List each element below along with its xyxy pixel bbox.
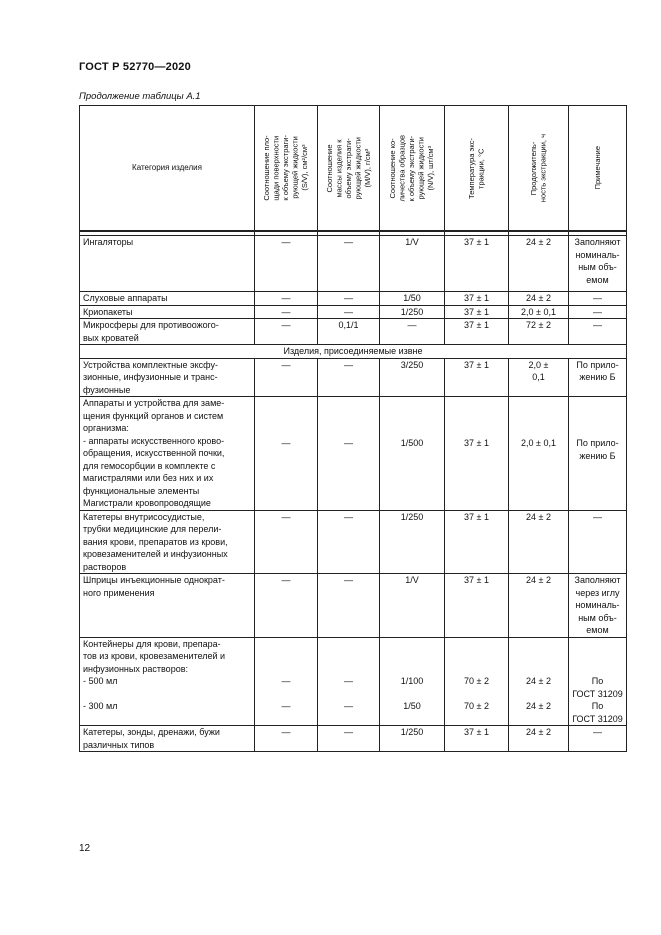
table-row — [80, 358, 627, 397]
cell-temperature: 37 ± 1 — [445, 292, 509, 306]
cell-category: Криопакеты — [80, 305, 255, 319]
cell-duration: 24 ± 2 — [509, 726, 569, 752]
page-number: 12 — [79, 843, 91, 854]
cell-nv: 1/250 — [380, 305, 445, 319]
cell-mv: — — [318, 236, 380, 292]
cell-category: Катетеры, зонды, дренажи, бужи различных типов — [80, 726, 255, 752]
cell-nv: 1/V — [380, 574, 445, 638]
cell-mv: — — [318, 574, 380, 638]
column-header-sv: Соотношение пло- щади поверхности к объему экстраги- рующей жидкости (S/V), см²/см³ — [255, 106, 318, 232]
section-title: Изделия, присоединяемые извне — [80, 345, 627, 359]
cell-sv: — — [255, 510, 318, 574]
cell-temperature: 70 ± 2 70 ± 2 — [445, 637, 509, 726]
cell-category: Ингаляторы — [80, 236, 255, 292]
cell-nv: 1/500 — [380, 397, 445, 511]
cell-temperature: 37 ± 1 — [445, 510, 509, 574]
cell-duration: 24 ± 2 — [509, 510, 569, 574]
cell-note: Заполняют номиналь- ным объ- емом — [569, 236, 627, 292]
column-header-duration: Продолжитель- ность экстракции, ч — [509, 106, 569, 232]
table-row — [80, 319, 627, 345]
cell-nv: 3/250 — [380, 358, 445, 397]
cell-sv: — — [255, 397, 318, 511]
cell-nv: 1/100 1/50 — [380, 637, 445, 726]
cell-mv: — — [318, 358, 380, 397]
cell-note: — — [569, 292, 627, 306]
cell-category: Слуховые аппараты — [80, 292, 255, 306]
cell-nv: 1/250 — [380, 726, 445, 752]
cell-category: Микросферы для противоожого- вых кроватей — [80, 319, 255, 345]
cell-sv: — — [255, 319, 318, 345]
table-row — [80, 397, 627, 511]
table-row — [80, 305, 627, 319]
cell-nv: 1/V — [380, 236, 445, 292]
cell-sv: — — — [255, 637, 318, 726]
cell-category: Устройства комплектные эксфу- зионные, инфузионные и транс- фузионные — [80, 358, 255, 397]
cell-sv: — — [255, 292, 318, 306]
cell-note: — — [569, 319, 627, 345]
cell-note: По прило- жению Б — [569, 358, 627, 397]
column-header-nv: Соотношение ко- личества образцов к объему экстраги- рующей жидкости (N/V), шт/см³ — [380, 106, 445, 232]
cell-sv: — — [255, 305, 318, 319]
cell-mv: — — — [318, 637, 380, 726]
cell-mv: — — [318, 510, 380, 574]
cell-duration: 2,0 ± 0,1 — [509, 397, 569, 511]
table-header-row — [80, 106, 627, 232]
cell-sv: — — [255, 726, 318, 752]
cell-duration: 2,0 ± 0,1 — [509, 305, 569, 319]
cell-mv: — — [318, 305, 380, 319]
cell-duration: 24 ± 2 — [509, 236, 569, 292]
cell-nv: 1/50 — [380, 292, 445, 306]
column-header-mv: Соотношение массы изделия к объему экстраги- рующей жидкости (M/V), г/см³ — [318, 106, 380, 232]
cell-temperature: 37 ± 1 — [445, 358, 509, 397]
cell-sv: — — [255, 358, 318, 397]
cell-duration: 24 ± 2 — [509, 574, 569, 638]
cell-note: — — [569, 305, 627, 319]
cell-duration: 24 ± 2 — [509, 292, 569, 306]
table-caption: Продолжение таблицы А.1 — [79, 91, 201, 102]
cell-note: По ГОСТ 31209 По ГОСТ 31209 — [569, 637, 627, 726]
cell-mv: — — [318, 292, 380, 306]
cell-note: — — [569, 726, 627, 752]
cell-temperature: 37 ± 1 — [445, 574, 509, 638]
cell-temperature: 37 ± 1 — [445, 319, 509, 345]
table-row — [80, 574, 627, 638]
extraction-table — [79, 105, 627, 752]
cell-nv: 1/250 — [380, 510, 445, 574]
table-row — [80, 292, 627, 306]
cell-temperature: 37 ± 1 — [445, 397, 509, 511]
cell-duration: 72 ± 2 — [509, 319, 569, 345]
column-header-temperature: Температура экс- тракции, °С — [445, 106, 509, 232]
cell-category: Контейнеры для крови, препара- тов из крови, кровезаменителей и инфузионных растворов: - 500 мл - 300 мл — [80, 637, 255, 726]
cell-mv: — — [318, 726, 380, 752]
cell-duration: 24 ± 2 24 ± 2 — [509, 637, 569, 726]
table-row — [80, 236, 627, 292]
cell-category: Аппараты и устройства для заме- щения функций органов и систем организма: - аппараты искусственного крово- обращения, искусственной почки, для гемосорбции в комплекте с магистралями или без них и их функциональные элементы Магистрали кровопроводящие — [80, 397, 255, 511]
table-row — [80, 637, 627, 726]
cell-nv: — — [380, 319, 445, 345]
document-title: ГОСТ Р 52770—2020 — [79, 61, 191, 73]
cell-temperature: 37 ± 1 — [445, 726, 509, 752]
column-header-category: Категория изделия — [80, 106, 255, 232]
cell-note: Заполняют через иглу номиналь- ным объ- емом — [569, 574, 627, 638]
cell-sv: — — [255, 574, 318, 638]
column-header-note: Примечание — [569, 106, 627, 232]
cell-category: Шприцы инъекционные однократ- ного применения — [80, 574, 255, 638]
cell-note: По прило- жению Б — [569, 397, 627, 511]
table-row — [80, 726, 627, 752]
cell-temperature: 37 ± 1 — [445, 236, 509, 292]
cell-category: Катетеры внутрисосудистые, трубки медицинские для перели- вания крови, препаратов из крови, кровезаменителей и инфузионных растворов — [80, 510, 255, 574]
section-row — [80, 345, 627, 359]
cell-sv: — — [255, 236, 318, 292]
cell-mv: — — [318, 397, 380, 511]
cell-note: — — [569, 510, 627, 574]
cell-mv: 0,1/1 — [318, 319, 380, 345]
table-row — [80, 510, 627, 574]
cell-duration: 2,0 ± 0,1 — [509, 358, 569, 397]
cell-temperature: 37 ± 1 — [445, 305, 509, 319]
